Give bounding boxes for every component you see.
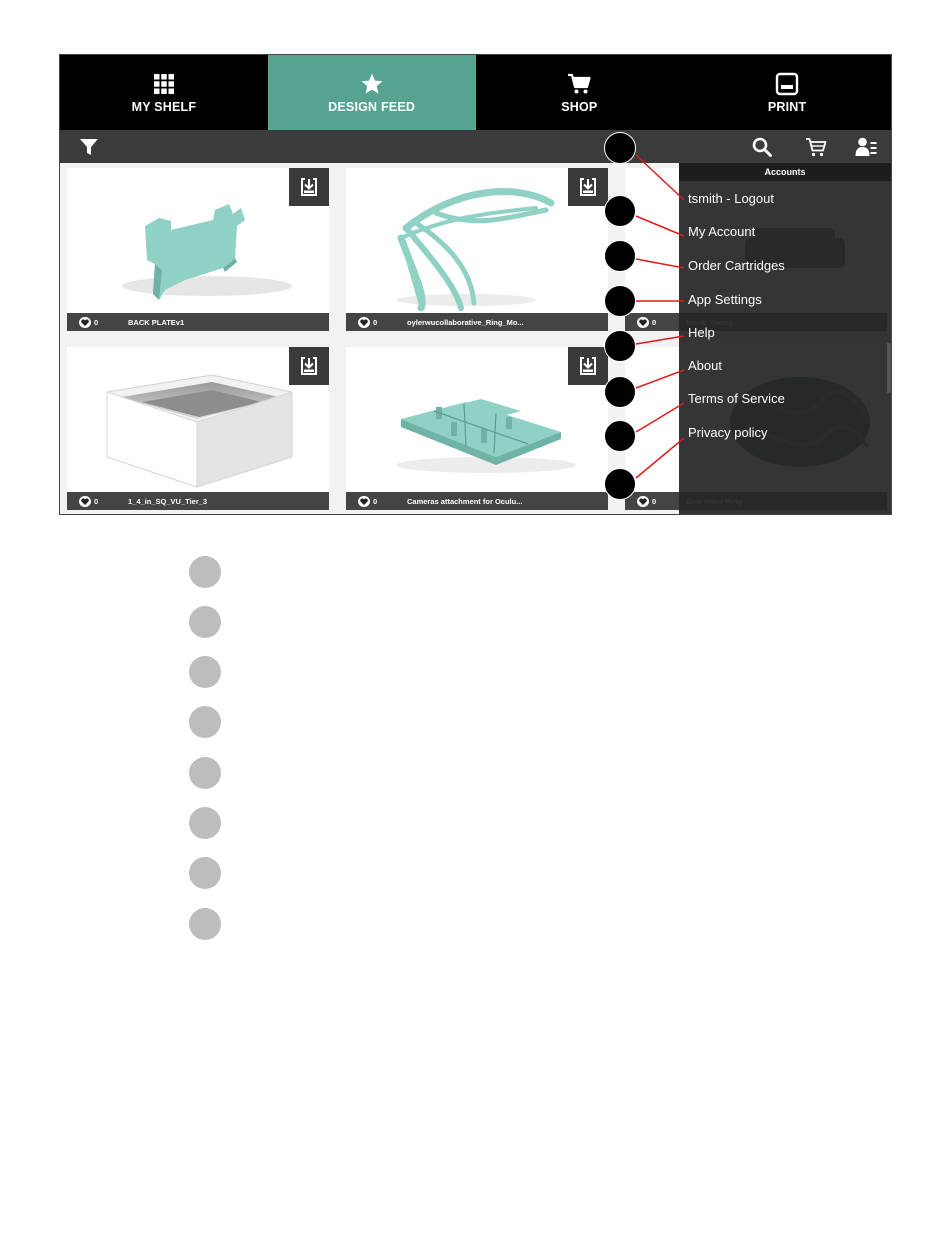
like-count: 0: [94, 496, 99, 506]
design-name: BACK PLATEv1: [128, 317, 185, 327]
menu-item-about[interactable]: About: [688, 358, 722, 373]
scrollbar[interactable]: [887, 343, 891, 393]
tab-label: SHOP: [561, 99, 598, 114]
design-tile[interactable]: [346, 347, 608, 510]
tab-design-feed[interactable]: [268, 55, 476, 130]
design-tile[interactable]: [346, 168, 608, 331]
search-icon[interactable]: [751, 136, 773, 158]
heart-icon: [360, 319, 368, 326]
legend-marker: [189, 908, 221, 940]
legend-marker: [189, 656, 221, 688]
tab-label: DESIGN FEED: [328, 99, 416, 114]
printer-icon: [775, 72, 799, 96]
legend-marker: [189, 706, 221, 738]
legend-marker: [189, 606, 221, 638]
heart-icon: [360, 498, 368, 505]
legend-marker: [189, 556, 221, 588]
callout-marker: [604, 195, 636, 227]
design-name: 1_4_in_SQ_VU_Tier_3: [128, 496, 208, 506]
tab-label: MY SHELF: [131, 99, 197, 114]
download-button[interactable]: [568, 347, 608, 385]
star-icon: [360, 72, 384, 96]
like-button[interactable]: [79, 496, 91, 507]
like-button[interactable]: [637, 496, 649, 507]
like-button[interactable]: [79, 317, 91, 328]
tile-caption: [67, 492, 329, 510]
design-name: oylerwucollaborative_Ring_Mo...: [407, 317, 524, 327]
heart-icon: [81, 498, 89, 505]
legend-marker: [189, 807, 221, 839]
menu-item-privacy-policy[interactable]: Privacy policy: [688, 425, 768, 440]
tile-caption: [67, 313, 329, 331]
accounts-menu: [679, 163, 891, 515]
square-tier-model: [107, 375, 292, 487]
cart-icon: [567, 72, 591, 96]
callout-marker: [604, 132, 636, 164]
like-count: 0: [652, 496, 657, 506]
callout-marker: [604, 240, 636, 272]
like-count: 0: [94, 317, 99, 327]
callout-marker: [604, 285, 636, 317]
menu-item-logout[interactable]: tsmith - Logout: [688, 191, 774, 206]
like-count: 0: [373, 317, 378, 327]
accounts-menu-header: Accounts: [679, 163, 891, 181]
like-button[interactable]: [637, 317, 649, 328]
tab-my-shelf[interactable]: [60, 55, 268, 130]
heart-icon: [639, 498, 647, 505]
toolbar: [60, 130, 891, 163]
design-tile[interactable]: [67, 347, 329, 510]
download-icon: [299, 177, 319, 197]
top-nav: [60, 55, 891, 130]
download-icon: [299, 356, 319, 376]
design-tile[interactable]: [67, 168, 329, 331]
tab-label: PRINT: [767, 99, 807, 114]
heart-icon: [81, 319, 89, 326]
callout-marker: [604, 468, 636, 500]
callout-marker: [604, 376, 636, 408]
filter-icon[interactable]: [78, 136, 100, 158]
menu-item-app-settings[interactable]: App Settings: [688, 292, 762, 307]
download-button[interactable]: [289, 168, 329, 206]
cart-icon[interactable]: [805, 136, 827, 158]
like-button[interactable]: [358, 317, 370, 328]
tile-caption: [346, 313, 608, 331]
download-button[interactable]: [289, 347, 329, 385]
like-count: 0: [373, 496, 378, 506]
menu-item-my-account[interactable]: My Account: [688, 224, 756, 239]
grid-icon: [152, 72, 176, 96]
tab-print[interactable]: [683, 55, 891, 130]
download-button[interactable]: [568, 168, 608, 206]
heart-icon: [639, 319, 647, 326]
account-menu-icon[interactable]: [855, 136, 877, 158]
callout-marker: [604, 330, 636, 362]
download-icon: [578, 356, 598, 376]
design-name: Cameras attachment for Oculu...: [407, 496, 523, 506]
menu-item-terms-of-service[interactable]: Terms of Service: [688, 391, 785, 406]
ring-model: [401, 192, 551, 308]
like-button[interactable]: [358, 496, 370, 507]
menu-item-order-cartridges[interactable]: Order Cartridges: [688, 258, 785, 273]
menu-item-help[interactable]: Help: [688, 325, 715, 340]
download-icon: [578, 177, 598, 197]
like-count: 0: [652, 317, 657, 327]
app-screen: [59, 54, 892, 515]
legend-marker: [189, 857, 221, 889]
tab-shop[interactable]: [476, 55, 684, 130]
legend-marker: [189, 757, 221, 789]
callout-marker: [604, 420, 636, 452]
tile-caption: [346, 492, 608, 510]
